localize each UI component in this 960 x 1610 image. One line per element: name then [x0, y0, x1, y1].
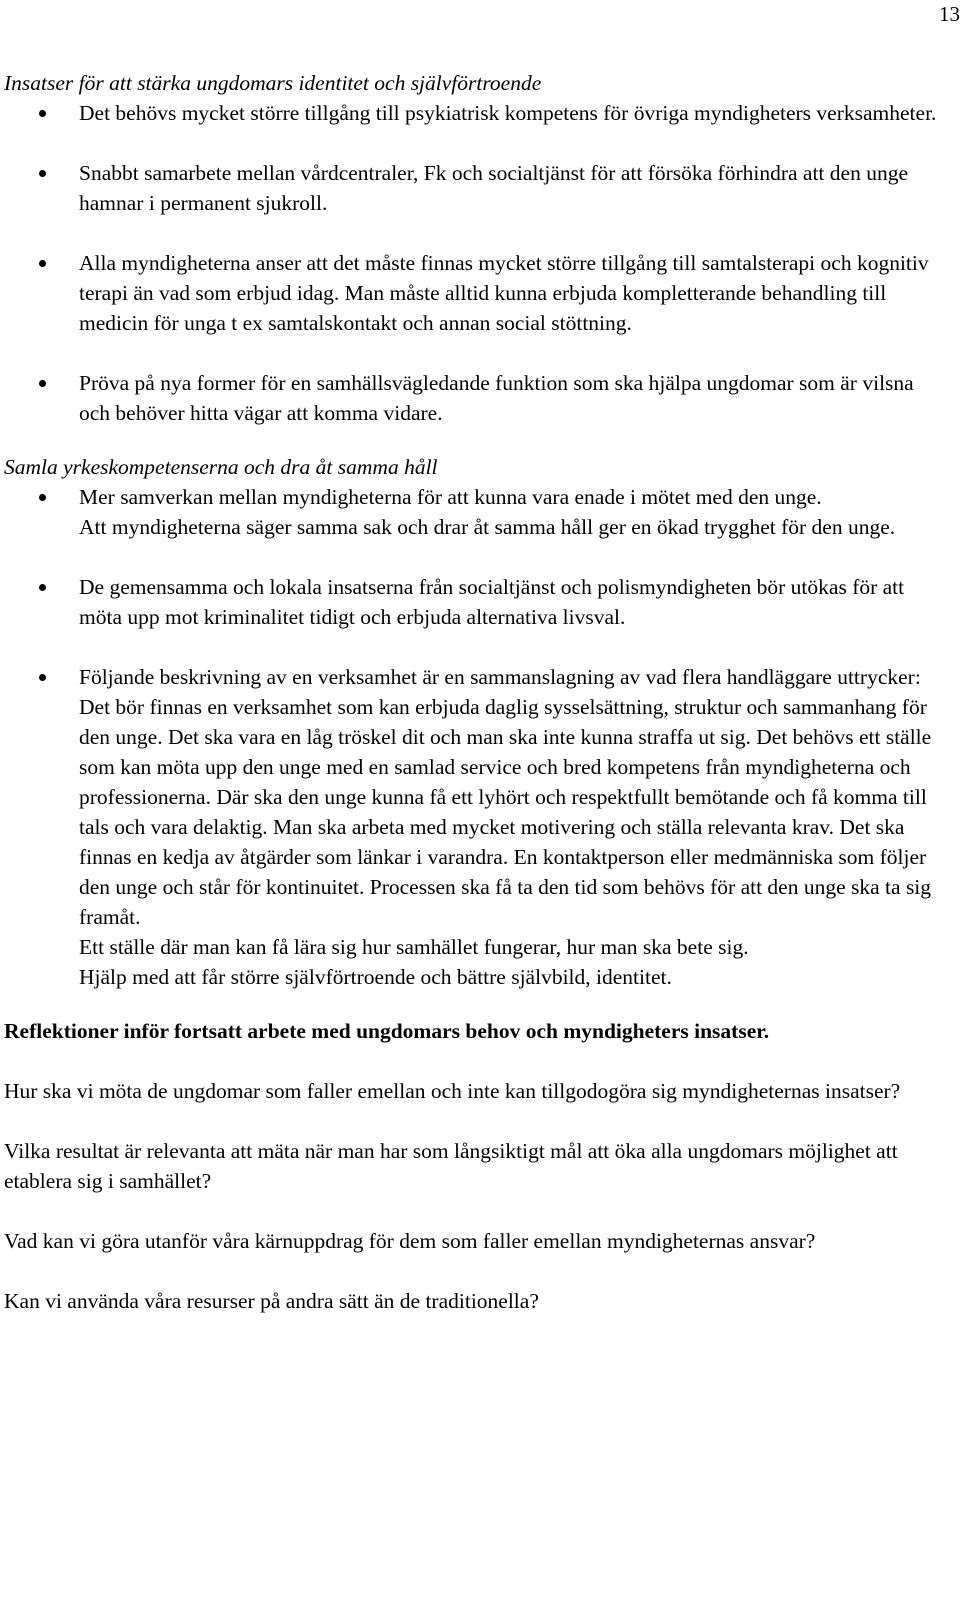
list-item-paragraph: Ett ställe där man kan få lära sig hur samhället fungerar, hur man ska bete sig. [79, 935, 749, 959]
reflection-question: Vad kan vi göra utanför våra kärnuppdrag för dem som faller emellan myndigheternas ansvar? [4, 1229, 816, 1253]
list-item-paragraph: Hjälp med att får större självförtroende och bättre självbild, identitet. [79, 965, 672, 989]
list-item: Alla myndigheterna anser att det måste finnas mycket större tillgång till samtalsterapi och kognitiv terapi än vad som erbjud idag. Man måste alltid kunna erbjuda kompletterande behandling till medicin för unga t ex samtalskontakt och annan social stöttning. [4, 248, 949, 338]
reflection-question: Kan vi använda våra resurser på andra sätt än de traditionella? [4, 1289, 539, 1313]
document-body [4, 68, 949, 1346]
list-item: Det behövs mycket större tillgång till psykiatrisk kompetens för övriga myndigheters verksamheter. [4, 98, 949, 128]
list-item-paragraph: Att myndigheterna säger samma sak och drar åt samma håll ger en ökad trygghet för den unge. [79, 515, 896, 539]
list-item: Pröva på nya former för en samhällsvägledande funktion som ska hjälpa ungdomar som är vilsna och behöver hitta vägar att komma vidare. [4, 368, 949, 428]
reflection-question: Vilka resultat är relevanta att mäta när man har som långsiktigt mål att öka alla ungdomars möjlighet att etablera sig i samhället? [4, 1139, 898, 1193]
reflections-heading: Reflektioner inför fortsatt arbete med ungdomars behov och myndigheters insatser. [4, 1019, 770, 1043]
list-item [4, 482, 949, 542]
list-item: De gemensamma och lokala insatserna från socialtjänst och polismyndigheten bör utökas för att möta upp mot kriminalitet tidigt och erbjuda alternativa livsval. [4, 572, 949, 632]
bullet-list-collaboration [4, 482, 949, 992]
page-number: 13 [939, 2, 960, 26]
section-heading-identity: Insatser för att stärka ungdomars identitet och självförtroende [4, 71, 542, 95]
bullet-list-identity [4, 98, 949, 428]
list-item: Snabbt samarbete mellan vårdcentraler, Fk och socialtjänst för att försöka förhindra att den unge hamnar i permanent sjukroll. [4, 158, 949, 218]
list-item [4, 662, 949, 992]
reflection-question: Hur ska vi möta de ungdomar som faller emellan och inte kan tillgodogöra sig myndigheternas insatser? [4, 1079, 901, 1103]
section-heading-collaboration: Samla yrkeskompetenserna och dra åt samma håll [4, 455, 438, 479]
list-item-paragraph: Mer samverkan mellan myndigheterna för att kunna vara enade i mötet med den unge. [79, 485, 822, 509]
list-item-paragraph: Följande beskrivning av en verksamhet är en sammanslagning av vad flera handläggare uttrycker: Det bör finnas en verksamhet som kan erbjuda daglig sysselsättning, struktur och sammanhang för den unge. Det ska vara en låg tröskel dit och man ska inte kunna straffa ut sig. Det behövs ett ställe som kan möta upp den unge med en samlad service och bred kompetens från myndigheterna och professionerna. Där ska den unge kunna få ett lyhört och respektfullt bemötande och få komma till tals och vara delaktig. Man ska arbeta med mycket motivering och ställa relevanta krav. Det ska finnas en kedja av åtgärder som länkar i varandra. En kontaktperson eller medmänniska som följer den unge och står för kontinuitet. Processen ska få ta den tid som behövs för att den unge ska ta sig framåt. [79, 665, 932, 929]
